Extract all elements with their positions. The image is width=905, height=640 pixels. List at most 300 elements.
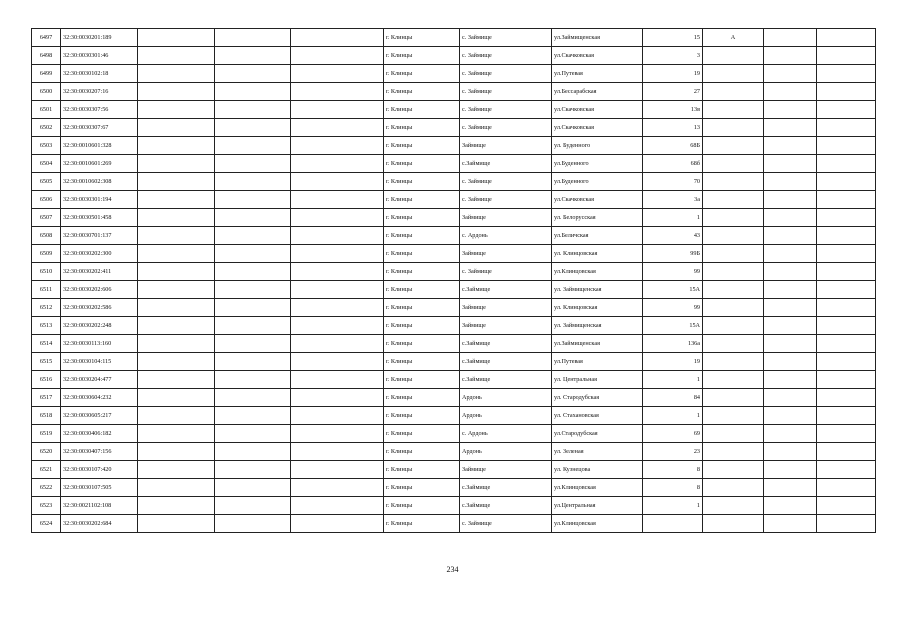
cell-empty	[215, 461, 291, 479]
cell-note	[703, 281, 764, 299]
cell-empty	[291, 479, 384, 497]
cell-empty	[215, 155, 291, 173]
cell-settlement: Займище	[460, 209, 552, 227]
table-row	[32, 83, 876, 101]
cell-city: г. Клинцы	[384, 191, 460, 209]
cell-note	[703, 83, 764, 101]
cell-empty	[817, 353, 876, 371]
cell-cadastral: 32:30:0030107:505	[61, 479, 138, 497]
cell-note	[703, 407, 764, 425]
cell-empty	[817, 47, 876, 65]
cell-empty	[817, 209, 876, 227]
cell-empty	[764, 317, 817, 335]
cell-empty	[764, 299, 817, 317]
cell-empty	[215, 407, 291, 425]
cell-note	[703, 137, 764, 155]
cell-empty	[764, 353, 817, 371]
cell-house: 15А	[643, 317, 703, 335]
cell-empty	[138, 281, 215, 299]
cell-settlement: Займище	[460, 299, 552, 317]
cell-settlement: с.Займище	[460, 155, 552, 173]
cell-empty	[138, 29, 215, 47]
cell-house: 15	[643, 29, 703, 47]
cell-city: г. Клинцы	[384, 281, 460, 299]
cell-note	[703, 173, 764, 191]
cell-number: 6515	[32, 353, 61, 371]
cell-house: 1	[643, 497, 703, 515]
cell-empty	[291, 29, 384, 47]
cell-empty	[215, 479, 291, 497]
table-row	[32, 299, 876, 317]
cell-empty	[291, 263, 384, 281]
cell-city: г. Клинцы	[384, 29, 460, 47]
cell-settlement: Ардонь	[460, 389, 552, 407]
cell-number: 6507	[32, 209, 61, 227]
cell-number: 6501	[32, 101, 61, 119]
table-row	[32, 425, 876, 443]
cell-empty	[138, 461, 215, 479]
cell-settlement: с. Займище	[460, 191, 552, 209]
cell-settlement: с. Займище	[460, 83, 552, 101]
cell-cadastral: 32:30:0030102:18	[61, 65, 138, 83]
cell-street: ул.Скачковская	[552, 47, 643, 65]
cell-settlement: с.Займище	[460, 281, 552, 299]
table-row	[32, 137, 876, 155]
cell-empty	[764, 83, 817, 101]
cell-empty	[291, 461, 384, 479]
cell-street: ул.Буденного	[552, 155, 643, 173]
cell-city: г. Клинцы	[384, 83, 460, 101]
cell-empty	[138, 335, 215, 353]
cell-house: 68б	[643, 155, 703, 173]
cell-empty	[764, 479, 817, 497]
cell-note	[703, 497, 764, 515]
cell-empty	[817, 191, 876, 209]
cell-note	[703, 317, 764, 335]
cell-number: 6518	[32, 407, 61, 425]
cell-cadastral: 32:30:0030605:217	[61, 407, 138, 425]
cell-empty	[291, 173, 384, 191]
cell-empty	[764, 389, 817, 407]
cell-city: г. Клинцы	[384, 227, 460, 245]
cell-number: 6522	[32, 479, 61, 497]
cell-number: 6513	[32, 317, 61, 335]
cell-street: ул.Путевая	[552, 65, 643, 83]
table-row	[32, 443, 876, 461]
cell-street: ул. Займищенская	[552, 281, 643, 299]
cell-settlement: Займище	[460, 461, 552, 479]
cell-city: г. Клинцы	[384, 479, 460, 497]
cell-empty	[215, 443, 291, 461]
cell-empty	[764, 245, 817, 263]
cell-empty	[817, 101, 876, 119]
cell-empty	[817, 317, 876, 335]
cell-empty	[138, 191, 215, 209]
cell-number: 6520	[32, 443, 61, 461]
cell-number: 6506	[32, 191, 61, 209]
cell-street: ул.Скачковская	[552, 101, 643, 119]
cell-cadastral: 32:30:0030202:411	[61, 263, 138, 281]
cell-street: ул.Беличская	[552, 227, 643, 245]
cell-cadastral: 32:30:0030301:46	[61, 47, 138, 65]
cell-city: г. Клинцы	[384, 47, 460, 65]
cell-settlement: с. Займище	[460, 29, 552, 47]
cell-street: ул. Белорусская	[552, 209, 643, 227]
cell-empty	[291, 191, 384, 209]
cell-empty	[764, 461, 817, 479]
cell-empty	[764, 29, 817, 47]
cell-cadastral: 32:30:0030406:182	[61, 425, 138, 443]
cell-empty	[215, 29, 291, 47]
cell-house: 13	[643, 119, 703, 137]
cell-empty	[817, 227, 876, 245]
cell-city: г. Клинцы	[384, 119, 460, 137]
table-row	[32, 335, 876, 353]
table-row	[32, 353, 876, 371]
cell-settlement: с. Ардонь	[460, 227, 552, 245]
cell-street: ул. Стародубская	[552, 389, 643, 407]
cell-house: 13в	[643, 101, 703, 119]
cell-note	[703, 209, 764, 227]
cell-empty	[138, 209, 215, 227]
cell-city: г. Клинцы	[384, 299, 460, 317]
cell-empty	[817, 155, 876, 173]
cell-empty	[138, 119, 215, 137]
cell-house: 136а	[643, 335, 703, 353]
cell-number: 6511	[32, 281, 61, 299]
cell-empty	[291, 299, 384, 317]
cell-settlement: Займище	[460, 137, 552, 155]
cell-settlement: с. Ардонь	[460, 425, 552, 443]
cell-empty	[215, 191, 291, 209]
cell-street: ул.Стародубская	[552, 425, 643, 443]
cell-cadastral: 32:30:0010602:308	[61, 173, 138, 191]
cell-empty	[215, 137, 291, 155]
cell-empty	[291, 245, 384, 263]
cell-empty	[138, 101, 215, 119]
cell-empty	[291, 371, 384, 389]
cell-street: ул.Займищенская	[552, 335, 643, 353]
cell-empty	[138, 173, 215, 191]
cell-empty	[817, 497, 876, 515]
cell-number: 6500	[32, 83, 61, 101]
cell-city: г. Клинцы	[384, 371, 460, 389]
cell-number: 6519	[32, 425, 61, 443]
cell-cadastral: 32:30:0030501:458	[61, 209, 138, 227]
cell-city: г. Клинцы	[384, 443, 460, 461]
cell-empty	[138, 371, 215, 389]
table-row	[32, 515, 876, 533]
cell-cadastral: 32:30:0010601:269	[61, 155, 138, 173]
cell-empty	[138, 83, 215, 101]
table-row	[32, 389, 876, 407]
cell-number: 6505	[32, 173, 61, 191]
cell-empty	[138, 479, 215, 497]
table-row	[32, 173, 876, 191]
cell-empty	[291, 47, 384, 65]
cell-house: 1	[643, 209, 703, 227]
cell-street: ул.Путевая	[552, 353, 643, 371]
cell-street: ул. Клинцовская	[552, 245, 643, 263]
cell-number: 6497	[32, 29, 61, 47]
cell-cadastral: 32:30:0030202:300	[61, 245, 138, 263]
cell-city: г. Клинцы	[384, 353, 460, 371]
cell-empty	[764, 209, 817, 227]
table-row	[32, 407, 876, 425]
cell-house: 43	[643, 227, 703, 245]
cell-street: ул.Клинцовская	[552, 479, 643, 497]
cell-house: 8	[643, 479, 703, 497]
cell-cadastral: 32:30:0030104:115	[61, 353, 138, 371]
cell-city: г. Клинцы	[384, 497, 460, 515]
cell-empty	[764, 515, 817, 533]
cell-empty	[138, 425, 215, 443]
cell-empty	[817, 119, 876, 137]
cell-empty	[138, 515, 215, 533]
cell-empty	[215, 335, 291, 353]
cell-empty	[764, 443, 817, 461]
cell-empty	[215, 389, 291, 407]
cell-empty	[215, 371, 291, 389]
table-row	[32, 479, 876, 497]
cell-city: г. Клинцы	[384, 335, 460, 353]
cell-street: ул.Клинцовская	[552, 515, 643, 533]
cell-empty	[291, 227, 384, 245]
cell-empty	[764, 371, 817, 389]
cell-street: ул. Буденного	[552, 137, 643, 155]
table-row	[32, 155, 876, 173]
cell-street: ул. Займищенская	[552, 317, 643, 335]
cell-street: ул.Скачковская	[552, 119, 643, 137]
cell-settlement: с.Займище	[460, 479, 552, 497]
cell-note: А	[703, 29, 764, 47]
cell-city: г. Клинцы	[384, 515, 460, 533]
cell-city: г. Клинцы	[384, 101, 460, 119]
cell-empty	[764, 425, 817, 443]
cell-empty	[817, 479, 876, 497]
cell-empty	[138, 155, 215, 173]
cell-number: 6499	[32, 65, 61, 83]
cell-note	[703, 461, 764, 479]
cell-empty	[291, 83, 384, 101]
cell-cadastral: 32:30:0030113:160	[61, 335, 138, 353]
cell-empty	[291, 101, 384, 119]
cell-cadastral: 32:30:0010601:328	[61, 137, 138, 155]
cell-street: ул. Стахановская	[552, 407, 643, 425]
cell-empty	[817, 137, 876, 155]
cell-house: 99Б	[643, 245, 703, 263]
cell-empty	[291, 137, 384, 155]
cell-empty	[138, 407, 215, 425]
cell-empty	[291, 515, 384, 533]
cell-empty	[817, 299, 876, 317]
cell-empty	[291, 443, 384, 461]
cell-cadastral: 32:30:0030202:684	[61, 515, 138, 533]
cell-house: 27	[643, 83, 703, 101]
cell-settlement: Займище	[460, 245, 552, 263]
cell-empty	[215, 497, 291, 515]
cell-empty	[138, 353, 215, 371]
cell-settlement: с. Займище	[460, 101, 552, 119]
cell-city: г. Клинцы	[384, 263, 460, 281]
cell-empty	[138, 65, 215, 83]
cell-empty	[291, 407, 384, 425]
cell-house: 1	[643, 371, 703, 389]
cell-empty	[817, 335, 876, 353]
cell-empty	[291, 155, 384, 173]
cell-empty	[817, 515, 876, 533]
cell-settlement: с. Займище	[460, 515, 552, 533]
cell-empty	[215, 209, 291, 227]
cell-cadastral: 32:30:0030202:586	[61, 299, 138, 317]
cell-empty	[817, 173, 876, 191]
cell-empty	[817, 389, 876, 407]
cell-empty	[764, 47, 817, 65]
cell-empty	[817, 263, 876, 281]
cell-number: 6503	[32, 137, 61, 155]
cell-empty	[764, 155, 817, 173]
cell-cadastral: 32:30:0030202:606	[61, 281, 138, 299]
table-row	[32, 47, 876, 65]
cell-empty	[291, 209, 384, 227]
cell-number: 6514	[32, 335, 61, 353]
cell-empty	[817, 83, 876, 101]
cell-house: 84	[643, 389, 703, 407]
cell-settlement: с. Займище	[460, 65, 552, 83]
cell-note	[703, 299, 764, 317]
cell-house: 1	[643, 407, 703, 425]
cell-number: 6509	[32, 245, 61, 263]
cell-empty	[138, 299, 215, 317]
cell-city: г. Клинцы	[384, 137, 460, 155]
cell-note	[703, 443, 764, 461]
page-number: 234	[446, 565, 459, 574]
cell-house: 19	[643, 65, 703, 83]
cell-empty	[138, 245, 215, 263]
cell-empty	[817, 245, 876, 263]
cell-empty	[764, 335, 817, 353]
cell-house: 15А	[643, 281, 703, 299]
cell-empty	[138, 389, 215, 407]
table-row	[32, 497, 876, 515]
cell-cadastral: 32:30:0030202:248	[61, 317, 138, 335]
cell-settlement: Займище	[460, 317, 552, 335]
table-row	[32, 281, 876, 299]
cell-empty	[291, 389, 384, 407]
cell-empty	[215, 515, 291, 533]
cell-empty	[138, 317, 215, 335]
cell-street: ул. Клинцовская	[552, 299, 643, 317]
cell-note	[703, 245, 764, 263]
cell-note	[703, 515, 764, 533]
cell-empty	[138, 227, 215, 245]
cell-note	[703, 65, 764, 83]
cell-empty	[764, 137, 817, 155]
table-row	[32, 371, 876, 389]
cell-note	[703, 191, 764, 209]
registry-table	[31, 28, 876, 533]
cell-empty	[817, 407, 876, 425]
cell-street: ул.Скачковская	[552, 191, 643, 209]
cell-house: 3а	[643, 191, 703, 209]
cell-empty	[817, 29, 876, 47]
cell-note	[703, 47, 764, 65]
cell-house	[643, 515, 703, 533]
cell-cadastral: 32:30:0030207:16	[61, 83, 138, 101]
cell-empty	[817, 461, 876, 479]
cell-empty	[291, 335, 384, 353]
cell-settlement: Ардонь	[460, 443, 552, 461]
cell-empty	[138, 443, 215, 461]
cell-cadastral: 32:30:0030407:156	[61, 443, 138, 461]
cell-empty	[764, 101, 817, 119]
cell-city: г. Клинцы	[384, 389, 460, 407]
cell-settlement: с. Займище	[460, 173, 552, 191]
cell-empty	[215, 353, 291, 371]
cell-empty	[138, 263, 215, 281]
cell-number: 6508	[32, 227, 61, 245]
cell-number: 6512	[32, 299, 61, 317]
cell-house: 19	[643, 353, 703, 371]
cell-empty	[764, 119, 817, 137]
cell-empty	[215, 227, 291, 245]
cell-empty	[764, 65, 817, 83]
cell-note	[703, 101, 764, 119]
cell-house: 68Б	[643, 137, 703, 155]
cell-city: г. Клинцы	[384, 425, 460, 443]
cell-settlement: с.Займище	[460, 371, 552, 389]
cell-empty	[817, 425, 876, 443]
cell-empty	[215, 101, 291, 119]
cell-house: 23	[643, 443, 703, 461]
cell-city: г. Клинцы	[384, 155, 460, 173]
cell-empty	[138, 137, 215, 155]
cell-empty	[764, 497, 817, 515]
cell-empty	[215, 47, 291, 65]
cell-number: 6516	[32, 371, 61, 389]
cell-street: ул. Кузнецова	[552, 461, 643, 479]
cell-number: 6521	[32, 461, 61, 479]
table-row	[32, 317, 876, 335]
cell-note	[703, 353, 764, 371]
cell-settlement: с. Займище	[460, 119, 552, 137]
cell-city: г. Клинцы	[384, 317, 460, 335]
table-row	[32, 191, 876, 209]
table-row	[32, 245, 876, 263]
cell-empty	[291, 497, 384, 515]
cell-note	[703, 155, 764, 173]
cell-note	[703, 479, 764, 497]
cell-house: 99	[643, 299, 703, 317]
cell-empty	[291, 317, 384, 335]
cell-cadastral: 32:30:0030307:67	[61, 119, 138, 137]
cell-street: ул.Бессарабская	[552, 83, 643, 101]
cell-empty	[138, 497, 215, 515]
table-row	[32, 461, 876, 479]
cell-settlement: с. Займище	[460, 47, 552, 65]
cell-empty	[764, 281, 817, 299]
cell-house: 70	[643, 173, 703, 191]
cell-cadastral: 32:30:0021102:108	[61, 497, 138, 515]
cell-empty	[291, 281, 384, 299]
cell-empty	[215, 83, 291, 101]
cell-empty	[291, 425, 384, 443]
table-body	[32, 29, 876, 533]
cell-empty	[291, 65, 384, 83]
cell-empty	[215, 245, 291, 263]
cell-empty	[817, 371, 876, 389]
cell-empty	[215, 119, 291, 137]
